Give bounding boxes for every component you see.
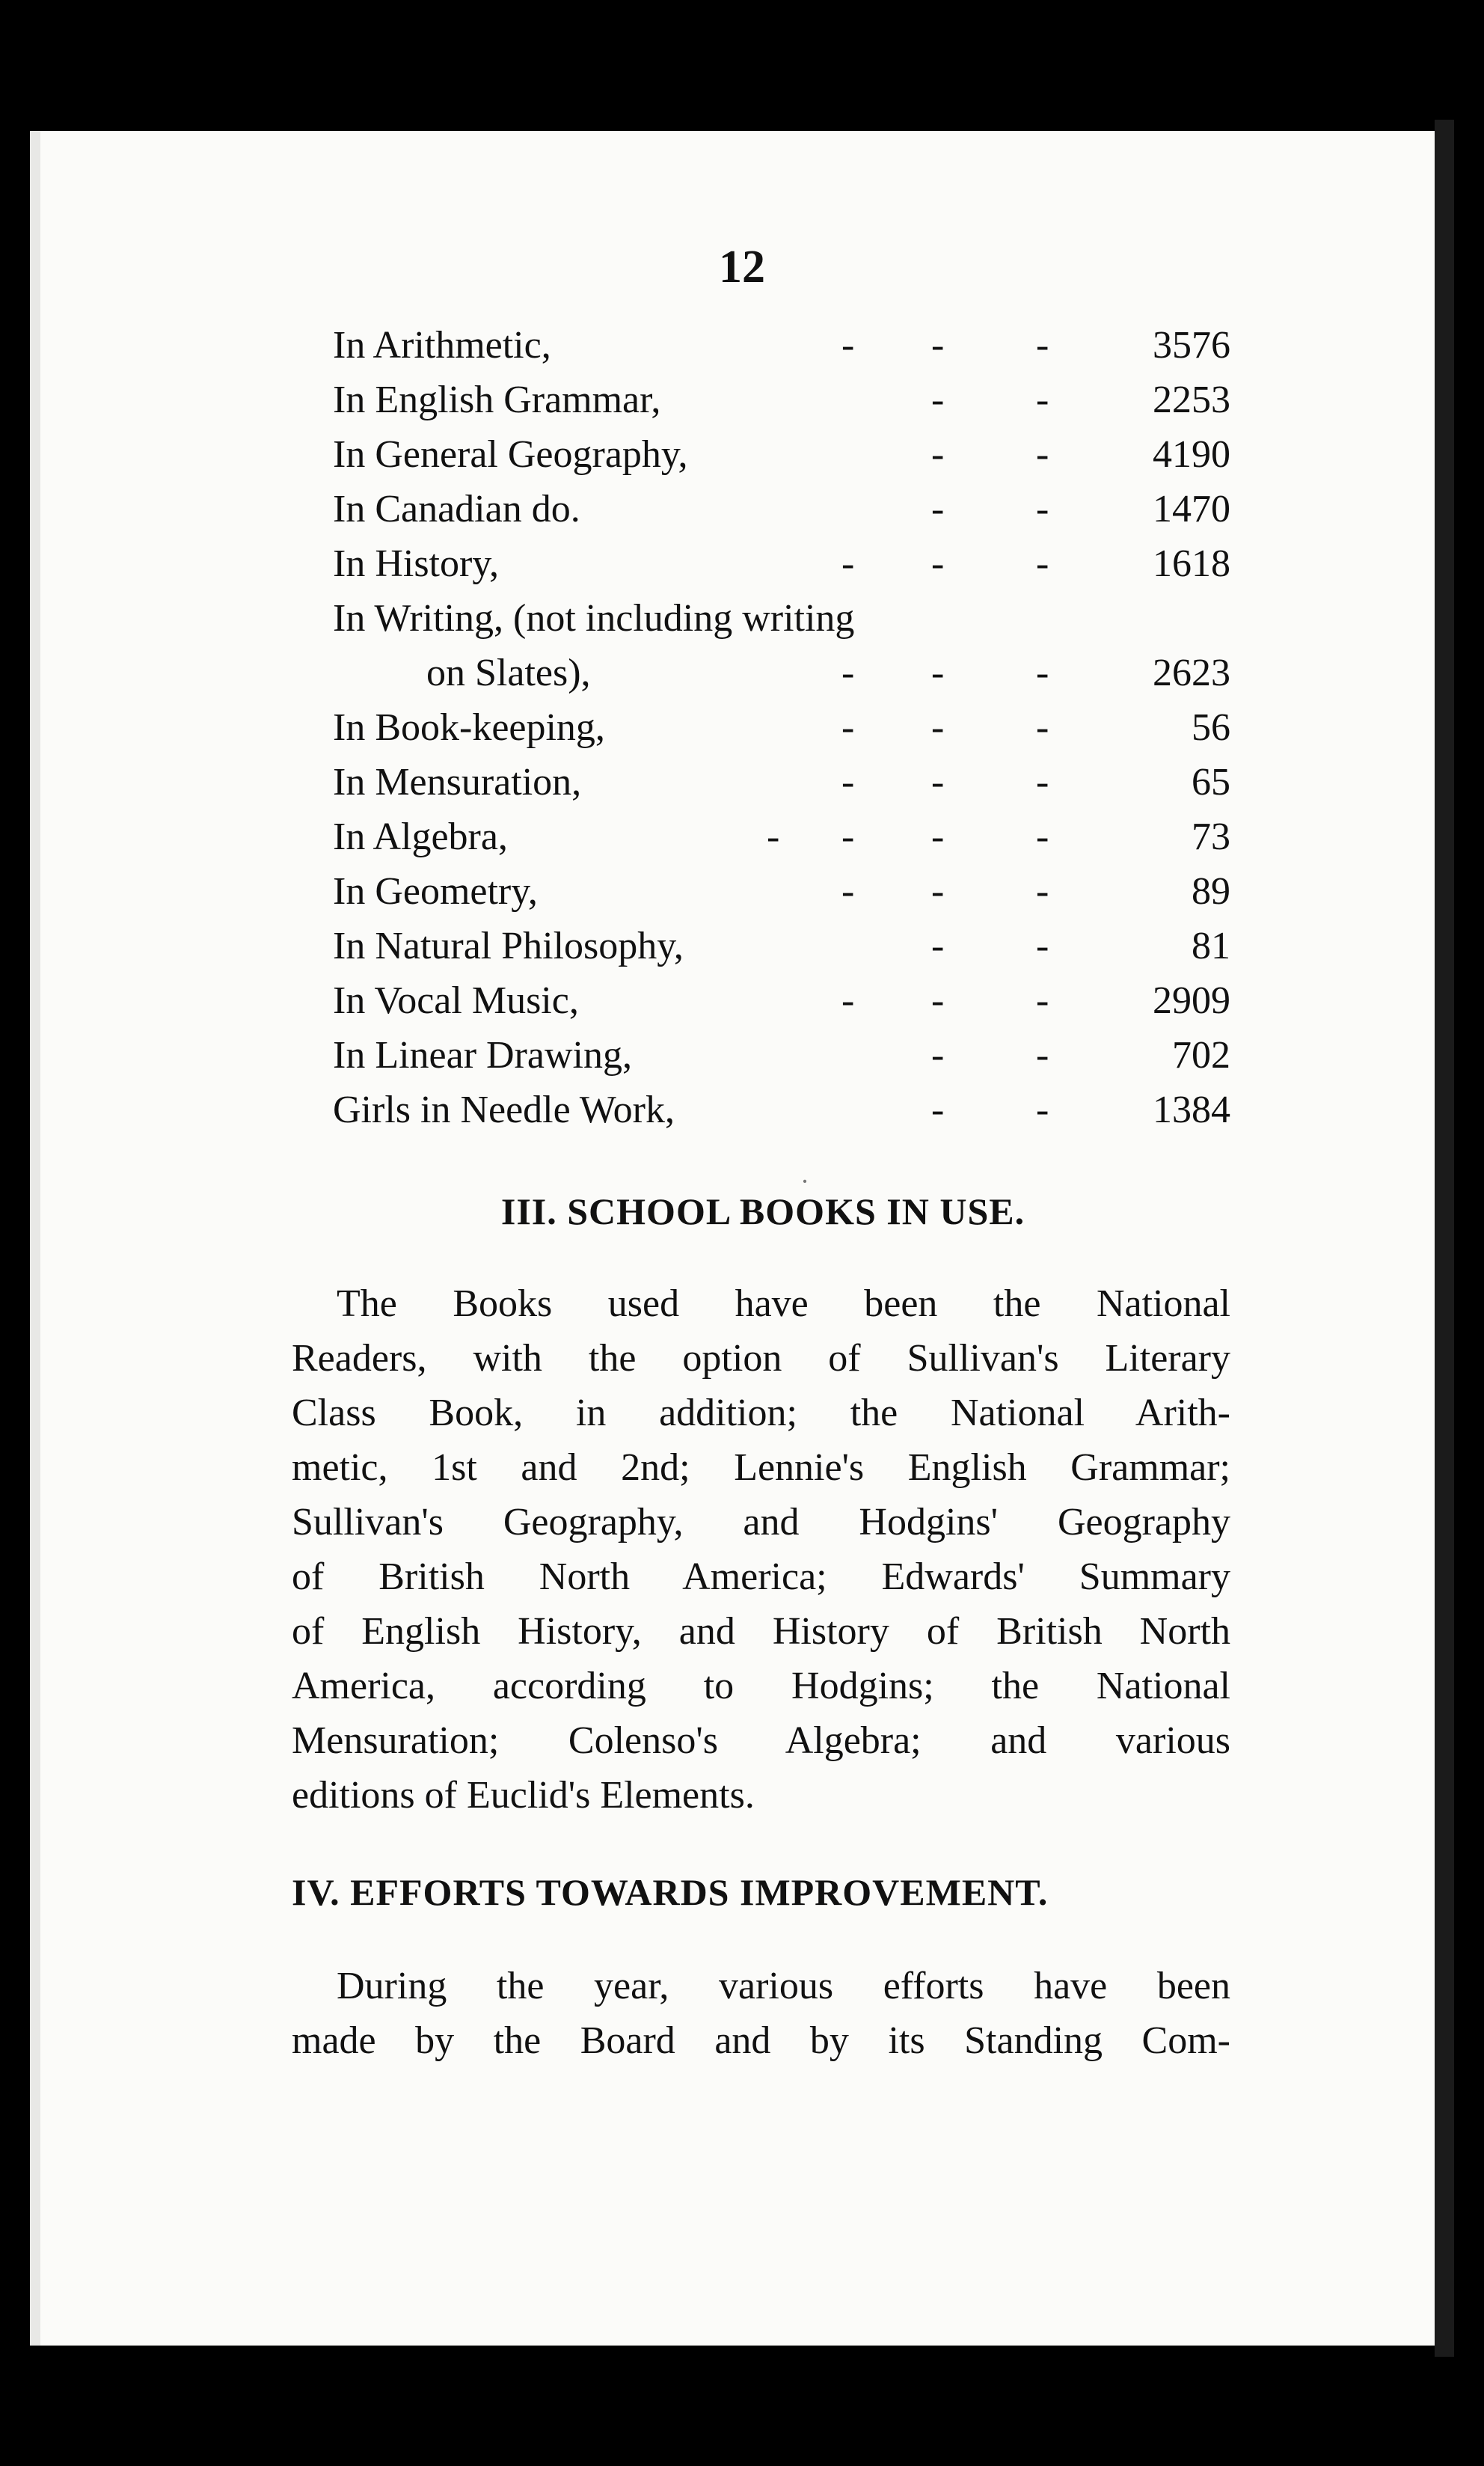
stat-subject-label: In Vocal Music, [333,979,579,1022]
stat-count-value: 73 [1192,816,1230,858]
stat-count-value: 2909 [1153,979,1230,1022]
paragraph-line: of English History, and History of British North [292,1610,1230,1653]
stat-subject-label: Girls in Needle Work, [333,1089,675,1131]
stat-count-value: 2623 [1153,652,1230,694]
stat-count-value: 1618 [1153,542,1230,585]
stat-count-value: 4190 [1153,433,1230,476]
leader-dash: - [841,979,855,1022]
leader-dash: - [931,816,945,858]
leader-dash: - [931,542,945,585]
paragraph-line: made by the Board and by its Standing Com- [292,2019,1230,2062]
stat-subject-label: In Canadian do. [333,488,580,530]
stat-count-value: 89 [1192,870,1230,913]
stat-count-value: 1470 [1153,488,1230,530]
book-binding-edge [1435,120,1454,2357]
stat-subject-label: In Natural Philosophy, [333,925,684,967]
stat-subject-label: In Arithmetic, [333,324,551,367]
leader-dash: - [931,706,945,749]
leader-dash: - [841,652,855,694]
page-number: 12 [719,242,765,293]
leader-dash: - [1036,433,1049,476]
paragraph-line: The Books used have been the National [337,1282,1230,1325]
paragraph-line: editions of Euclid's Elements. [292,1774,755,1817]
stat-subject-label: on Slates), [426,652,591,694]
stat-row [333,373,1230,427]
stat-subject-label: In Linear Drawing, [333,1034,632,1077]
stat-subject-label: In Book-keeping, [333,706,605,749]
stat-row [333,919,1230,973]
stat-subject-label: In Writing, (not including writing [333,597,855,640]
paragraph-line: Mensuration; Colenso's Algebra; and various [292,1719,1230,1762]
stat-row [333,427,1230,482]
leader-dash: - [841,761,855,804]
paragraph-line: of British North America; Edwards' Summary [292,1555,1230,1598]
efforts-paragraph [292,1959,1230,2068]
stat-row [333,700,1230,755]
leader-dash: - [931,488,945,530]
stat-row [333,482,1230,536]
stat-count-value: 2253 [1153,379,1230,421]
leader-dash: - [841,542,855,585]
paragraph-line: Class Book, in addition; the National Arith- [292,1392,1230,1434]
paragraph-line: America, according to Hodgins; the National [292,1665,1230,1707]
stat-count-value: 56 [1192,706,1230,749]
leader-dash: - [841,816,855,858]
paragraph-line: Readers, with the option of Sullivan's Literary [292,1337,1230,1380]
stat-subject-label: In Mensuration, [333,761,582,804]
paragraph-line: metic, 1st and 2nd; Lennie's English Grammar; [292,1446,1230,1489]
leader-dash: - [1036,488,1049,530]
leader-dash: - [1036,1034,1049,1077]
paragraph-line: Sullivan's Geography, and Hodgins' Geography [292,1501,1230,1543]
stat-subject-label: In History, [333,542,499,585]
enrollment-statistics-list [333,318,1230,1137]
leader-dash: - [841,324,855,367]
leader-dash: - [1036,761,1049,804]
leader-dash: - [931,1089,945,1131]
leader-dash: - [931,870,945,913]
leader-dash: - [1036,816,1049,858]
paragraph-line: During the year, various efforts have been [337,1965,1230,2007]
stat-count-value: 1384 [1153,1089,1230,1131]
leader-dash: - [1036,324,1049,367]
stat-count-value: 65 [1192,761,1230,804]
leader-dash: - [1036,925,1049,967]
stat-row [333,591,1230,646]
stat-subject-label: In Geometry, [333,870,538,913]
section-separator: · [800,1166,809,1196]
leader-dash: - [931,761,945,804]
leader-dash: - [1036,870,1049,913]
stat-subject-label: In Algebra, [333,816,508,858]
leader-dash: - [1036,379,1049,421]
leader-dash: - [1036,979,1049,1022]
school-books-paragraph [292,1276,1230,1823]
leader-dash: - [931,379,945,421]
stat-count-value: 702 [1172,1034,1230,1077]
leader-dash: - [931,433,945,476]
leader-dash: - [841,706,855,749]
stat-row [333,864,1230,919]
stat-count-value: 81 [1192,925,1230,967]
leader-dash: - [931,979,945,1022]
stat-row [333,318,1230,373]
leader-dash: - [1036,652,1049,694]
leader-dash: - [767,816,780,858]
stat-row [333,973,1230,1028]
leader-dash: - [931,1034,945,1077]
section-heading-school-books: III. SCHOOL BOOKS IN USE. [500,1190,1025,1232]
stat-row [333,1028,1230,1083]
leader-dash: - [1036,706,1049,749]
stat-row [333,646,1230,700]
leader-dash: - [931,925,945,967]
leader-dash: - [931,652,945,694]
stat-row [333,536,1230,591]
stat-subject-label: In General Geography, [333,433,688,476]
stat-row [333,810,1230,864]
stat-row [333,755,1230,810]
stat-subject-label: In English Grammar, [333,379,661,421]
leader-dash: - [1036,1089,1049,1131]
section-heading-efforts: IV. EFFORTS TOWARDS IMPROVEMENT. [292,1871,1049,1913]
leader-dash: - [841,870,855,913]
stat-count-value: 3576 [1153,324,1230,367]
stat-row [333,1083,1230,1137]
leader-dash: - [931,324,945,367]
leader-dash: - [1036,542,1049,585]
